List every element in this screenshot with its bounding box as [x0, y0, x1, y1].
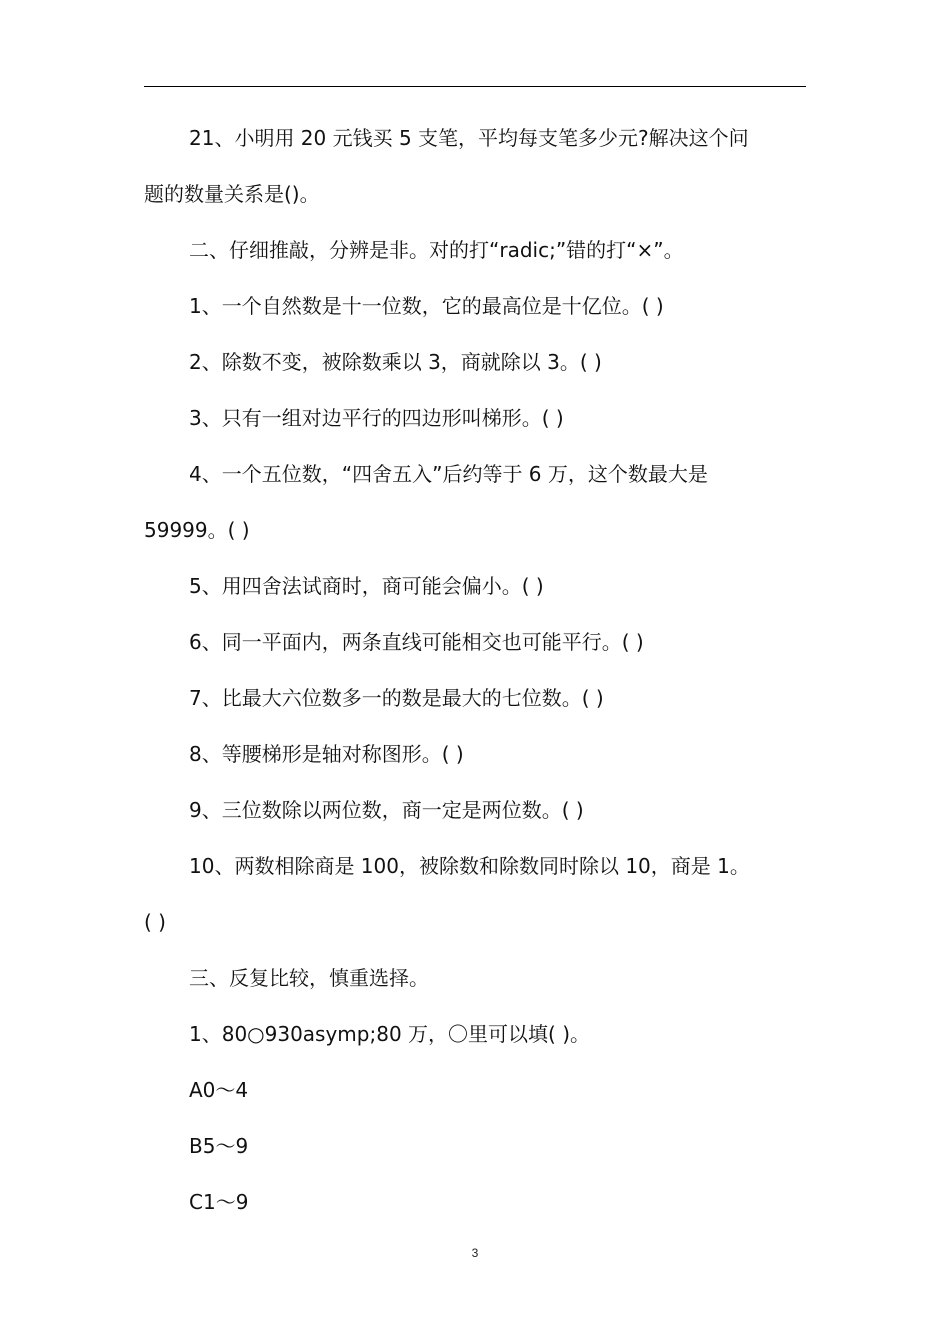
true-false-item-6: 6、同一平面内，两条直线可能相交也可能平行。( ): [189, 630, 644, 654]
header-rule: [144, 86, 806, 87]
page-number: 3: [471, 1246, 479, 1260]
choice-option-b: B5～9: [189, 1134, 249, 1158]
true-false-item-10-line-1: 10、两数相除商是 100，被除数和除数同时除以 10，商是 1。: [189, 854, 750, 878]
choice-option-c: C1～9: [189, 1190, 249, 1214]
choice-option-a: A0～4: [189, 1078, 249, 1102]
true-false-item-5: 5、用四舍法试商时，商可能会偏小。( ): [189, 574, 544, 598]
true-false-item-2: 2、除数不变，被除数乘以 3，商就除以 3。( ): [189, 350, 602, 374]
question-21-line-2: 题的数量关系是()。: [144, 182, 320, 206]
true-false-item-3: 3、只有一组对边平行的四边形叫梯形。( ): [189, 406, 564, 430]
question-21-line-1: 21、小明用 20 元钱买 5 支笔，平均每支笔多少元?解决这个问: [189, 126, 749, 150]
true-false-item-7: 7、比最大六位数多一的数是最大的七位数。( ): [189, 686, 604, 710]
true-false-item-4-line-1: 4、一个五位数，“四舍五入”后约等于 6 万，这个数最大是: [189, 462, 708, 486]
true-false-item-10-line-2: ( ): [144, 910, 166, 934]
true-false-item-1: 1、一个自然数是十一位数，它的最高位是十亿位。( ): [189, 294, 664, 318]
section-2-heading: 二、仔细推敲，分辨是非。对的打“radic;”错的打“×”。: [189, 238, 684, 262]
choice-question-1: 1、80○930asymp;80 万，〇里可以填( )。: [189, 1022, 590, 1046]
true-false-item-9: 9、三位数除以两位数，商一定是两位数。( ): [189, 798, 584, 822]
section-3-heading: 三、反复比较，慎重选择。: [189, 966, 429, 990]
true-false-item-4-line-2: 59999。( ): [144, 518, 250, 542]
true-false-item-8: 8、等腰梯形是轴对称图形。( ): [189, 742, 464, 766]
